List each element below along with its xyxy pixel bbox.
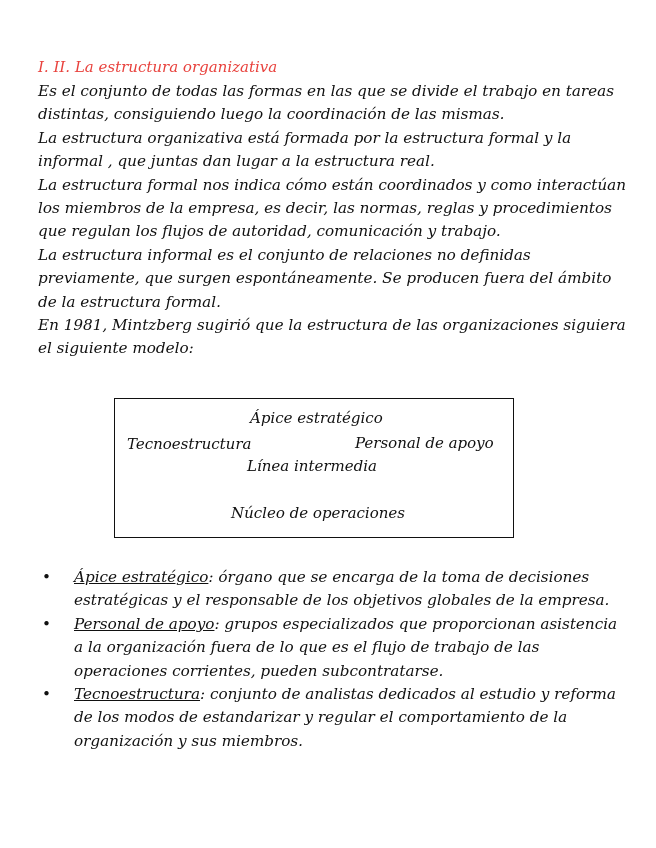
diagram-technostructure: Tecnoestructura — [127, 435, 252, 453]
paragraph-formal: La estructura formal nos indica cómo están coordinados y como interactúan los miembros de la empresa, es decir, las normas, reglas y procedimientos que regulan los flujos de autoridad, comunicación y trabajo. — [38, 175, 626, 241]
body-text — [38, 80, 628, 361]
list-item — [38, 613, 628, 683]
list-item — [38, 683, 628, 753]
list-item-term: Personal de apoyo — [74, 614, 215, 633]
diagram-operating-core: Núcleo de operaciones — [231, 504, 405, 522]
definitions-list — [38, 566, 628, 753]
list-item-text: : órgano que se encarga de la toma de decisiones estratégicas y el responsable de los objetivos globales de la empresa. — [74, 568, 610, 610]
list-item-term: Tecnoestructura — [74, 685, 201, 704]
paragraph-informal: La estructura informal es el conjunto de relaciones no definidas previamente, que surgen espontáneamente. Se producen fuera del ámbito de la estructura formal. — [38, 245, 612, 311]
section-heading: I. II. La estructura organizativa — [38, 58, 278, 76]
paragraph-definition: Es el conjunto de todas las formas en las que se divide el trabajo en tareas distintas, consiguiendo luego la coordinación de las mismas. — [38, 82, 614, 124]
diagram-support-staff: Personal de apoyo — [355, 434, 494, 452]
paragraph-composition: La estructura organizativa está formada por la estructura formal y la informal , que juntas dan lugar a la estructura real. — [38, 128, 572, 171]
list-item-text: : conjunto de analistas dedicados al estudio y reforma de los modos de estandarizar y regular el comportamiento de la organización y sus miembros. — [74, 685, 616, 750]
list-item-term: Ápice estratégico — [74, 568, 209, 586]
diagram-middle-line: Línea intermedia — [247, 457, 377, 475]
paragraph-mintzberg: En 1981, Mintzberg sugirió que la estructura de las organizaciones siguiera el siguiente modelo: — [38, 316, 626, 358]
list-item-text: : grupos especializados que proporcionan asistencia a la organización fuera de lo que es el flujo de trabajo de las operaciones corrientes, pueden subcontratarse. — [74, 614, 618, 680]
list-item — [38, 566, 628, 613]
diagram-apex: Ápice estratégico — [250, 409, 383, 427]
mintzberg-diagram — [114, 398, 514, 538]
